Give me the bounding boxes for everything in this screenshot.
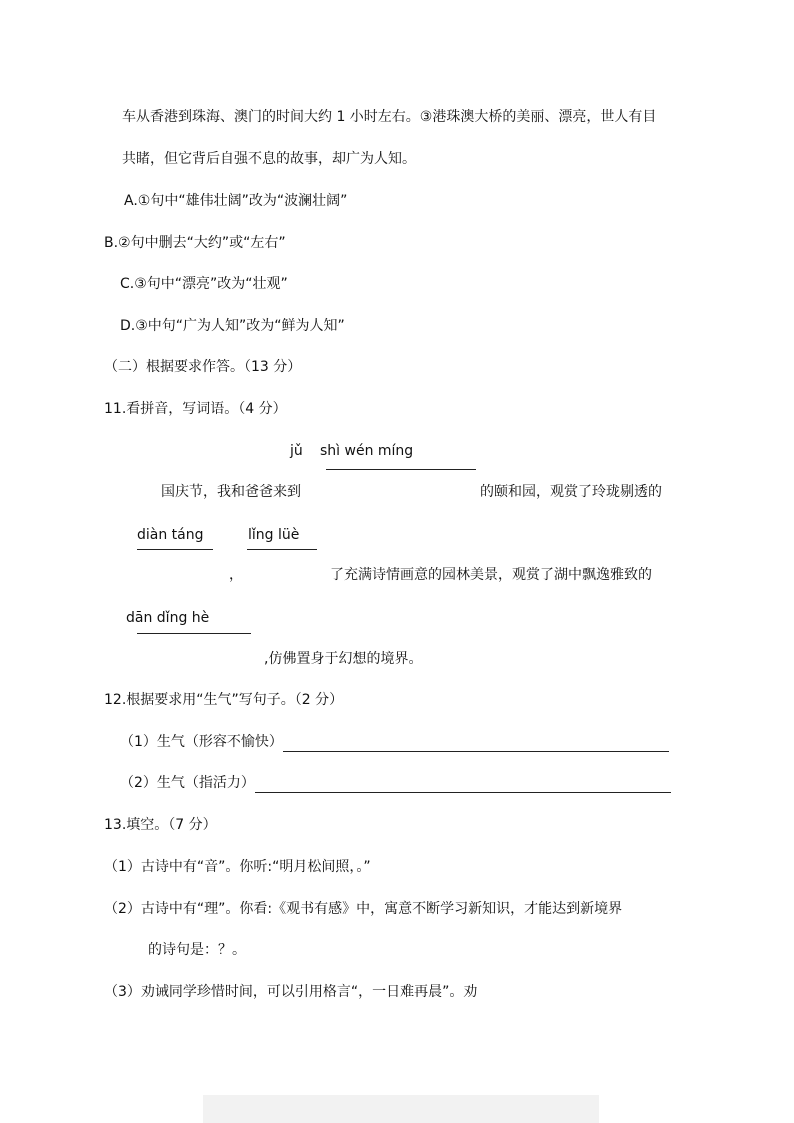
pinyin-dian-tang: diàn táng	[137, 527, 204, 543]
option-c: C.③句中“漂亮”改为“壮观”	[120, 276, 288, 292]
option-a: A.①句中“雄伟壮阔”改为“波澜壮阔”	[124, 193, 348, 209]
q12-item-2-label: （2）生气（指活力）	[120, 775, 255, 791]
q13-title: 13.填空。（7 分）	[104, 817, 217, 833]
answer-line-3	[247, 549, 317, 550]
answer-line-1	[326, 469, 476, 470]
answer-line-4	[137, 633, 251, 634]
pinyin-ling-lue: lǐng lüè	[248, 527, 300, 543]
pinyin-ju: jǔ	[290, 443, 303, 459]
q12-item-1-label: （1）生气（形容不愉快）	[120, 734, 283, 750]
option-b: B.②句中删去“大约”或“左右”	[104, 235, 286, 251]
q11-sentence-1a: 国庆节，我和爸爸来到	[161, 484, 301, 500]
q12-item-1	[120, 732, 669, 752]
q11-sentence-1b: 的颐和园，观赏了玲珑剔透的	[480, 484, 662, 500]
q13-item-1: （1）古诗中有“音”。你听:“明月松间照，。”	[104, 859, 371, 875]
option-d: D.③中句“广为人知”改为“鲜为人知”	[120, 318, 345, 334]
passage-line-1: 车从香港到珠海、澳门的时间大约 1 小时左右。③港珠澳大桥的美丽、漂亮，世人有目	[122, 109, 657, 125]
q12-answer-blank-1[interactable]	[283, 735, 669, 752]
q12-item-2	[120, 773, 671, 793]
q11-comma: ，	[229, 567, 243, 583]
q11-sentence-3: ,仿佛置身于幻想的境界。	[264, 651, 423, 667]
pinyin-dan-ding-he: dān dǐng hè	[126, 610, 210, 626]
q12-title: 12.根据要求用“生气”写句子。（2 分）	[104, 692, 344, 708]
q13-item-3: （3）劝诫同学珍惜时间，可以引用格言“，一日难再晨”。劝	[104, 984, 478, 1000]
section-heading: （二）根据要求作答。（13 分）	[104, 359, 302, 375]
q12-answer-blank-2[interactable]	[255, 776, 671, 793]
answer-line-2	[137, 549, 213, 550]
pinyin-shi-wen-ming: shì wén míng	[320, 443, 414, 459]
q13-item-2a: （2）古诗中有“理”。你看:《观书有感》中，寓意不断学习新知识，才能达到新境界	[104, 901, 623, 917]
footer-bar	[203, 1095, 599, 1123]
q11-title: 11.看拼音，写词语。（4 分）	[104, 401, 287, 417]
q13-item-2b: 的诗句是：？。	[148, 942, 246, 958]
q11-sentence-2: 了充满诗情画意的园林美景，观赏了湖中飘逸雅致的	[330, 567, 652, 583]
passage-line-2: 共睹，但它背后自强不息的故事，却广为人知。	[122, 151, 416, 167]
